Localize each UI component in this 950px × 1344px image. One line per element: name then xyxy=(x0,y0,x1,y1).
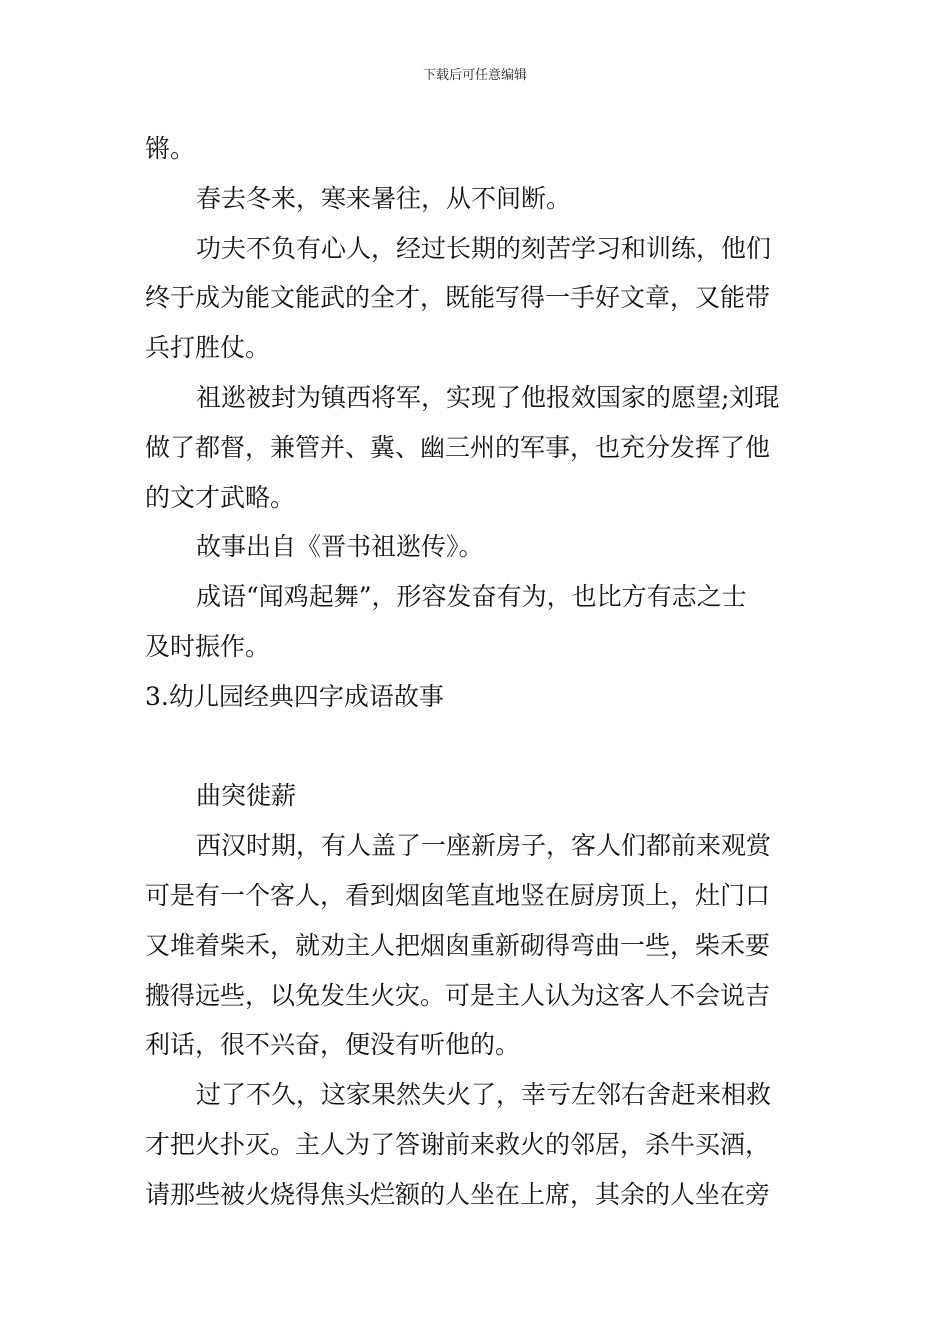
blank-line xyxy=(145,722,810,772)
text-line: 锵。 xyxy=(145,134,196,163)
page-header: 下载后可任意编辑 xyxy=(422,68,527,83)
text-line: 请那些被火烧得焦头烂额的人坐在上席，其余的人坐在旁 xyxy=(145,1179,771,1209)
text-line: 故事出自《晋书祖逖传》。 xyxy=(196,532,484,562)
text-line: 的文才武略。 xyxy=(145,482,296,512)
text-line: 功夫不负有心人，经过长期的刻苦学习和训练，他们 xyxy=(196,233,772,263)
text-line: 祖逖被封为镇西将军，实现了他报效国家的愿望;刘琨 xyxy=(196,382,780,412)
text-line: 才把火扑灭。主人为了答谢前来救火的邻居，杀牛买酒， xyxy=(145,1129,771,1159)
text-line: 做了都督，兼管并、冀、幽三州的军事，也充分发挥了他 xyxy=(145,432,771,462)
text-line: 过了不久，这家果然失火了，幸亏左邻右舍赶来相救 xyxy=(196,1080,772,1110)
text-line: 利话，很不兴奋，便没有听他的。 xyxy=(145,1030,521,1060)
document-body xyxy=(145,124,810,1220)
text-line: 兵打胜仗。 xyxy=(145,333,271,363)
text-line: 终于成为能文能武的全才，既能写得一手好文章，又能带 xyxy=(145,283,771,313)
section-heading: 3.幼儿园经典四字成语故事 xyxy=(145,681,444,711)
text-line: 成语“闻鸡起舞”，形容发奋有为，也比方有志之士 xyxy=(196,582,747,612)
text-line: 及时振作。 xyxy=(145,631,271,661)
text-line: 春去冬来，寒来暑往，从不间断。 xyxy=(196,183,572,213)
text-line: 又堆着柴禾，就劝主人把烟囱重新砌得弯曲一些，柴禾要 xyxy=(145,930,771,960)
story-title: 曲突徙薪 xyxy=(196,781,297,811)
text-line: 西汉时期，有人盖了一座新房子，客人们都前来观赏 xyxy=(196,831,772,861)
text-line: 搬得远些，以免发生火灾。可是主人认为这客人不会说吉 xyxy=(145,980,771,1010)
text-line: 可是有一个客人，看到烟囱笔直地竖在厨房顶上，灶门口 xyxy=(145,880,771,910)
